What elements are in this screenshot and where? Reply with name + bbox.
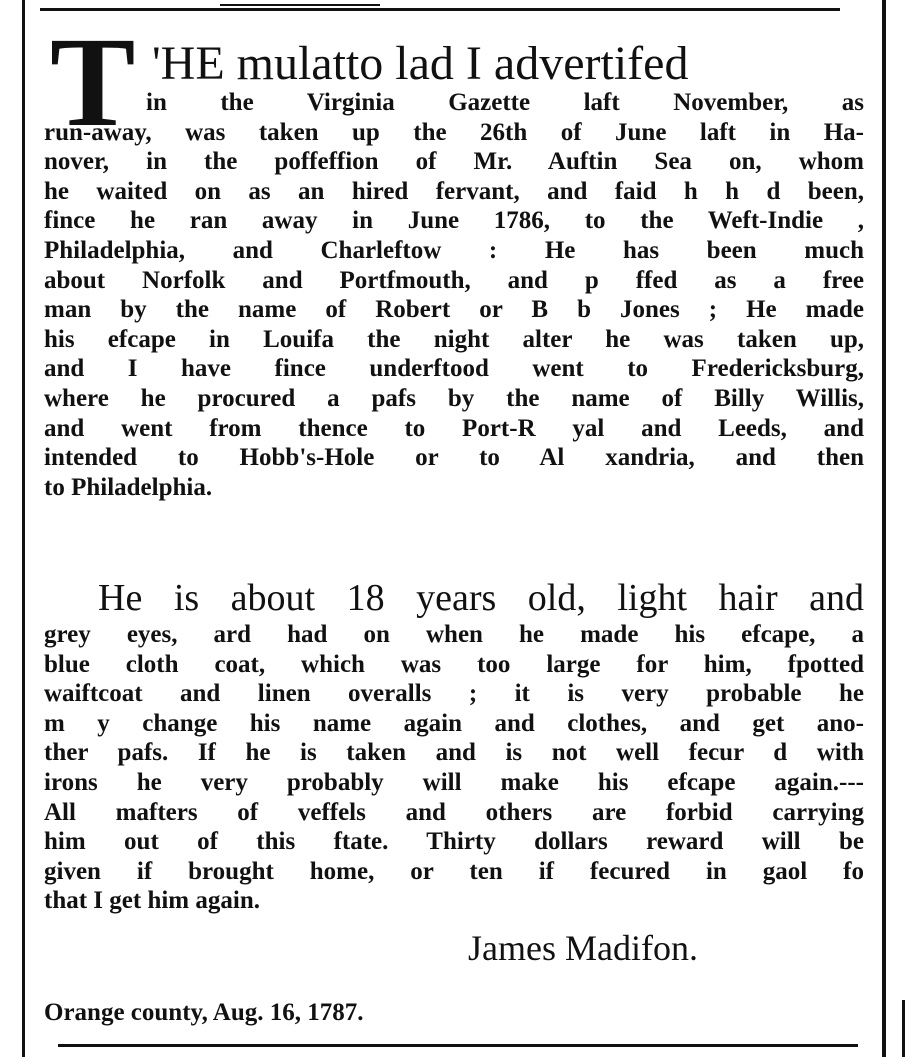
text-line: him out of this ftate. Thirty dollars reward will be [44,828,864,856]
text-line: and went from thence to Port-R yal and Leeds, and [44,414,864,442]
drop-cap: T [50,11,136,153]
text-line: waiftcoat and linen overalls ; it is very probable he [44,680,864,708]
text-line: given if brought home, or ten if fecured in gaol fo [44,857,864,885]
previous-item-fragment [220,0,380,6]
text-line: to Philadelphia. [44,473,213,501]
text-line: m y change his name again and clothes, and get ano- [44,709,864,737]
bottom-rule [58,1044,858,1047]
text-line: grey eyes, ard had on when he made his efcape, a [44,621,864,648]
signature: James Madifon. [468,928,698,968]
paragraph-1 [44,88,864,502]
text-line: man by the name of Robert or B b Jones ; He made [44,296,864,324]
text-line: Philadelphia, and Charleftow : He has been much [44,236,864,264]
text-line: ther pafs. If he is taken and is not well fecur d with [44,739,864,767]
paragraph-2-lead: He is about 18 years old, light hair and [98,577,864,619]
text-line: run-away, was taken up the 26th of June laft in Ha- [44,118,864,146]
text-line: that I get him again. [44,887,260,915]
text-line: in the Virginia Gazette laft November, as [146,89,864,116]
text-line: about Norfolk and Portfmouth, and p ffed as a free [44,266,864,294]
right-column-rule [882,0,886,1057]
text-line: irons he very probably will make his efcape again.--- [44,768,864,796]
text-line: nover, in the poffeffion of Mr. Auftin Sea on, whom [44,148,864,176]
text-line: he waited on as an hired fervant, and faid h h d been, [44,177,864,205]
right-edge-rule [902,1000,905,1057]
text-line: where he procured a pafs by the name of Billy Willis, [44,384,864,412]
left-column-rule [22,0,25,1057]
paragraph-2 [44,576,864,916]
text-line: his efcape in Louifa the night alter he was taken up, [44,325,864,353]
ad-heading: 'HE mulatto lad I advertifed [152,37,689,90]
text-line: All mafters of veffels and others are forbid carrying [44,798,864,826]
text-line: blue cloth coat, which was too large for him, fpotted [44,650,864,678]
text-line: intended to Hobb's-Hole or to Al xandria, and then [44,444,864,472]
text-line: and I have fince underftood went to Fredericksburg, [44,355,864,383]
top-rule [40,8,840,11]
text-line: fince he ran away in June 1786, to the Weft-Indie , [44,207,864,235]
dateline: Orange county, Aug. 16, 1787. [44,999,364,1026]
